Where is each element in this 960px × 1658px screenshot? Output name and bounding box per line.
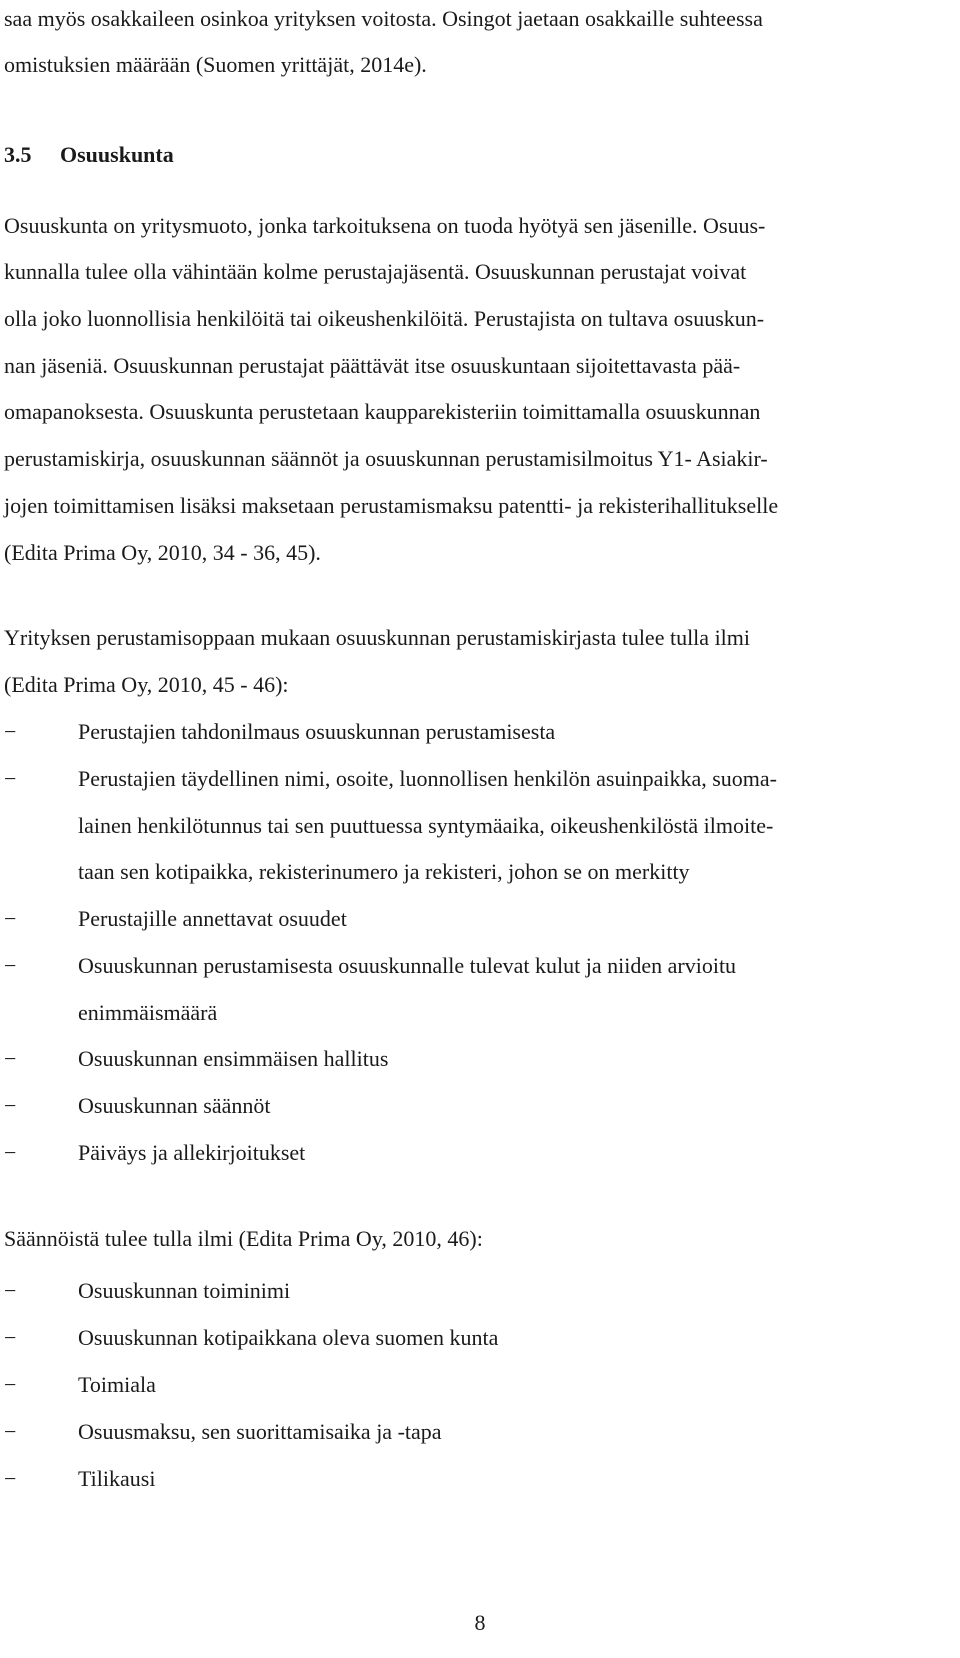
list-item: Tilikausi [78,1466,156,1491]
text-line: perustamiskirja, osuuskunnan säännöt ja osuuskunnan perustamisilmoitus Y1- Asiakir- [4,446,768,471]
dash-bullet: − [4,1466,17,1491]
list-item: Perustajien täydellinen nimi, osoite, luonnollisen henkilön asuinpaikka, suoma- [78,766,777,791]
dash-bullet: − [4,1419,17,1444]
text-line: omapanoksesta. Osuuskunta perustetaan kaupparekisteriin toimittamalla osuuskunnan [4,399,761,424]
list-item-continuation: enimmäismäärä [78,1000,218,1025]
section-title: Osuuskunta [60,142,174,167]
list-item: Päiväys ja allekirjoitukset [78,1140,306,1165]
list-item-continuation: taan sen kotipaikka, rekisterinumero ja rekisteri, johon se on merkitty [78,859,690,884]
list-item: Toimiala [78,1372,156,1397]
dash-bullet: − [4,1093,17,1118]
dash-bullet: − [4,1046,17,1071]
text-line: jojen toimittamisen lisäksi maksetaan perustamismaksu patentti- ja rekisterihallitukselle [4,493,779,518]
text-line: Yrityksen perustamisoppaan mukaan osuuskunnan perustamiskirjasta tulee tulla ilmi [4,625,751,650]
page-number: 8 [474,1610,486,1635]
dash-bullet: − [4,906,17,931]
list-item: Perustajien tahdonilmaus osuuskunnan perustamisesta [78,719,556,744]
text-line: kunnalla tulee olla vähintään kolme perustajajäsentä. Osuuskunnan perustajat voivat [4,259,747,284]
dash-bullet: − [4,719,17,744]
dash-bullet: − [4,953,17,978]
list-item: Osuusmaksu, sen suorittamisaika ja -tapa [78,1419,442,1444]
text-line: nan jäseniä. Osuuskunnan perustajat päättävät itse osuuskuntaan sijoitettavasta pää- [4,353,741,378]
section-heading [4,141,174,169]
list-item: Osuuskunnan perustamisesta osuuskunnalle tulevat kulut ja niiden arvioitu [78,953,737,978]
dash-bullet: − [4,1140,17,1165]
list-item-continuation: lainen henkilötunnus tai sen puuttuessa syntymäaika, oikeushenkilöstä ilmoite- [78,813,774,838]
section-number: 3.5 [4,142,32,167]
list-item: Osuuskunnan säännöt [78,1093,271,1118]
list-item: Osuuskunnan toiminimi [78,1278,291,1303]
text-line: Osuuskunta on yritysmuoto, jonka tarkoituksena on tuoda hyötyä sen jäsenille. Osuus- [4,213,766,238]
list-item: Osuuskunnan kotipaikkana oleva suomen kunta [78,1325,499,1350]
text-line: (Edita Prima Oy, 2010, 45 - 46): [4,672,289,697]
text-line: saa myös osakkaileen osinkoa yrityksen voitosta. Osingot jaetaan osakkaille suhteessa [4,6,763,31]
list-item: Osuuskunnan ensimmäisen hallitus [78,1046,389,1071]
dash-bullet: − [4,1325,17,1350]
text-line: omistuksien määrään (Suomen yrittäjät, 2014e). [4,52,427,77]
dash-bullet: − [4,766,17,791]
text-line: olla joko luonnollisia henkilöitä tai oikeushenkilöitä. Perustajista on tultava osuuskun- [4,306,765,331]
dash-bullet: − [4,1372,17,1397]
text-line: Säännöistä tulee tulla ilmi (Edita Prima Oy, 2010, 46): [4,1226,483,1251]
text-line: (Edita Prima Oy, 2010, 34 - 36, 45). [4,540,321,565]
dash-bullet: − [4,1278,17,1303]
list-item: Perustajille annettavat osuudet [78,906,347,931]
